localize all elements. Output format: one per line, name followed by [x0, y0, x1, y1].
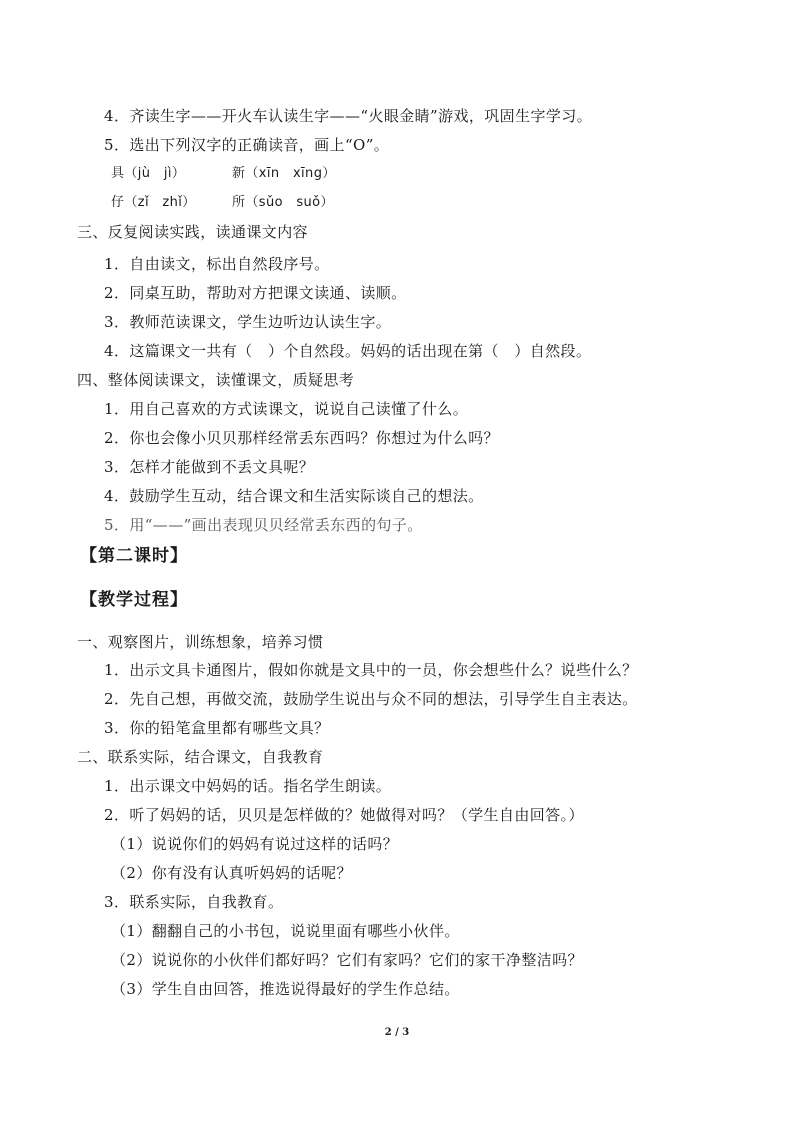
- text-line: （1）说说你们的妈妈有说过这样的话吗？: [111, 835, 399, 853]
- text-line: 1．用自己喜欢的方式读课文，说说自己读懂了什么。: [104, 400, 469, 418]
- text-line: （2）说说你的小伙伴们都好吗？它们有家吗？它们的家干净整洁吗？: [111, 951, 583, 969]
- section-title: 一、观察图片，训练想象，培养习惯: [77, 633, 324, 651]
- pinyin-option: 具（jù jì）: [111, 166, 186, 181]
- text-line: 1．出示课文中妈妈的话。指名学生朗读。: [104, 777, 392, 795]
- text-line: （2）你有没有认真听妈妈的话呢？: [111, 864, 352, 882]
- pinyin-option: 新（xīn xīng）: [232, 166, 336, 181]
- text-line: 2．你也会像小贝贝那样经常丢东西吗？你想过为什么吗？: [104, 429, 499, 447]
- text-line: 4．齐读生字——开火车认读生字——“火眼金睛”游戏，巩固生字学习。: [104, 107, 593, 125]
- section-title: 二、联系实际，结合课文，自我教育: [77, 748, 324, 766]
- text-line: 3．联系实际，自我教育。: [104, 893, 284, 911]
- text-line: 4．这篇课文一共有（ ）个自然段。妈妈的话出现在第（ ）自然段。: [104, 342, 592, 360]
- pinyin-option: 所（sǔo suǒ）: [232, 195, 334, 210]
- text-line: 1．自由读文，标出自然段序号。: [104, 255, 330, 273]
- text-line: （3）学生自由回答，推选说得最好的学生作总结。: [111, 980, 460, 998]
- section-title: 三、反复阅读实践，读通课文内容: [77, 223, 309, 241]
- text-line: 5．选出下列汉字的正确读音，画上“O”。: [104, 136, 390, 154]
- text-line: 2．先自己想，再做交流，鼓励学生说出与众不同的想法，引导学生自主表达。: [104, 690, 638, 708]
- text-line: 3．教师范读课文，学生边听边认读生字。: [104, 313, 392, 331]
- text-line: （1）翻翻自己的小书包，说说里面有哪些小伙伴。: [111, 922, 460, 940]
- section-title: 四、整体阅读课文，读懂课文，质疑思考: [77, 371, 355, 389]
- text-line: 3．怎样才能做到不丢文具呢？: [104, 458, 315, 476]
- pinyin-option: 仔（zǐ zhǐ）: [111, 195, 196, 210]
- text-line: 3．你的铅笔盒里都有哪些文具？: [104, 719, 330, 737]
- page-number: 2 / 3: [384, 1027, 410, 1038]
- text-line: 5．用“——”画出表现贝贝经常丢东西的句子。: [104, 516, 423, 534]
- process-heading: 【教学过程】: [80, 590, 188, 610]
- text-line: 2．听了妈妈的话，贝贝是怎样做的？她做得对吗？（学生自由回答。）: [104, 806, 584, 824]
- text-line: 1．出示文具卡通图片，假如你就是文具中的一员，你会想些什么？说些什么？: [104, 661, 638, 679]
- text-line: 2．同桌互助，帮助对方把课文读通、读顺。: [104, 284, 407, 302]
- lesson-heading: 【第二课时】: [80, 546, 188, 566]
- text-line: 4．鼓励学生互动，结合课文和生活实际谈自己的想法。: [104, 487, 484, 505]
